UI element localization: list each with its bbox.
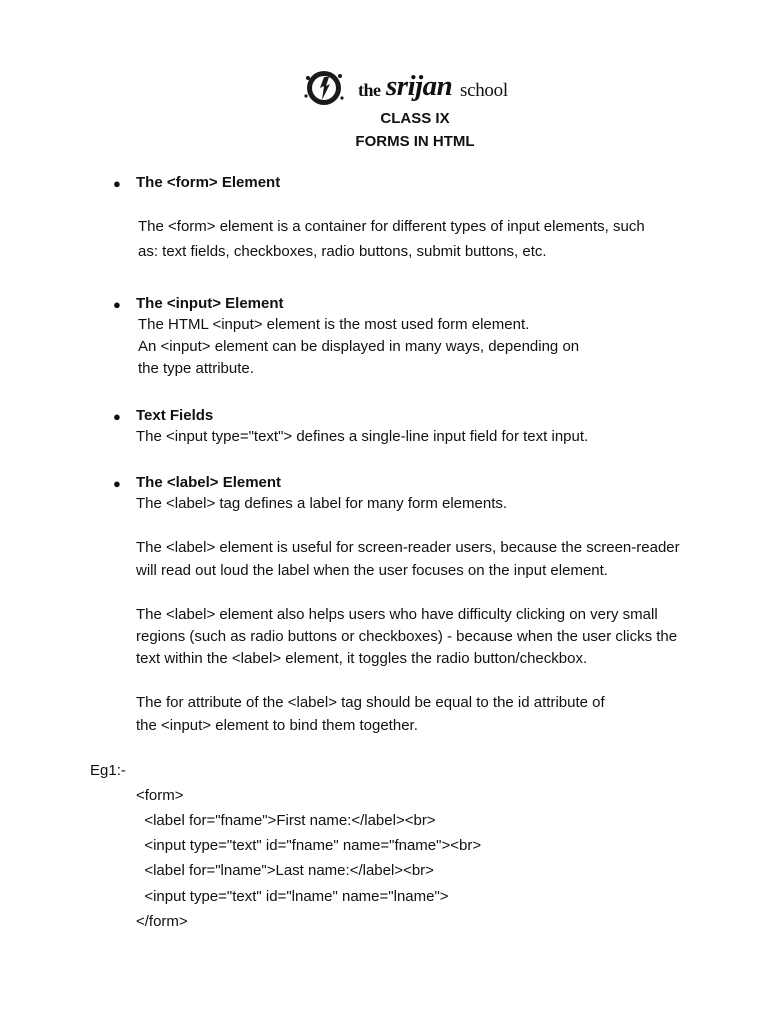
topic-title: FORMS IN HTML: [355, 133, 475, 150]
code-line: <form>: [136, 787, 184, 804]
section-text-line: The <form> element is a container for different types of input elements, such: [138, 218, 645, 235]
section-heading-input: The <input> Element: [136, 295, 284, 312]
code-line: <input type="text" id="lname" name="lname">: [136, 888, 449, 905]
logo-emblem-icon: [300, 68, 348, 110]
paragraph-line: the <input> element to bind them together.: [136, 717, 418, 734]
section-heading-form: The <form> Element: [136, 174, 281, 191]
code-line: </form>: [136, 913, 188, 930]
paragraph-line: regions (such as radio buttons or checkboxes) - because when the user clicks the: [136, 628, 678, 645]
bullet-icon: ●: [113, 176, 121, 191]
section-heading-label: The <label> Element: [136, 474, 282, 491]
example-label: Eg1:-: [90, 762, 126, 779]
paragraph-line: The <label> element is useful for screen-reader users, because the screen-reader: [136, 539, 680, 556]
logo-text-school: school: [460, 80, 508, 101]
school-logo: [300, 68, 540, 112]
class-label: CLASS IX: [380, 110, 450, 127]
code-line: <label for="fname">First name:</label><br>: [136, 812, 436, 829]
section-text-line: An <input> element can be displayed in many ways, depending on: [138, 338, 580, 355]
section-text-line: the type attribute.: [138, 360, 254, 377]
code-line: <input type="text" id="fname" name="fname"><br>: [136, 837, 482, 854]
bullet-icon: ●: [113, 409, 121, 424]
paragraph-line: text within the <label> element, it toggles the radio button/checkbox.: [136, 650, 588, 667]
paragraph-line: will read out loud the label when the user focuses on the input element.: [136, 562, 608, 579]
section-text-line: The <input type="text"> defines a single-line input field for text input.: [136, 428, 589, 445]
section-text-line: The HTML <input> element is the most used form element.: [138, 316, 530, 333]
section-text-line: as: text fields, checkboxes, radio buttons, submit buttons, etc.: [138, 243, 547, 260]
bullet-icon: ●: [113, 297, 121, 312]
bullet-icon: ●: [113, 476, 121, 491]
paragraph-line: The <label> element also helps users who have difficulty clicking on very small: [136, 606, 658, 623]
logo-text-srijan: srijan: [386, 70, 453, 102]
section-text-line: The <label> tag defines a label for many form elements.: [136, 495, 508, 512]
logo-text-the: the: [358, 80, 381, 100]
code-line: <label for="lname">Last name:</label><br>: [136, 862, 434, 879]
section-heading-text-fields: Text Fields: [136, 407, 214, 424]
paragraph-line: The for attribute of the <label> tag should be equal to the id attribute of: [136, 694, 605, 711]
